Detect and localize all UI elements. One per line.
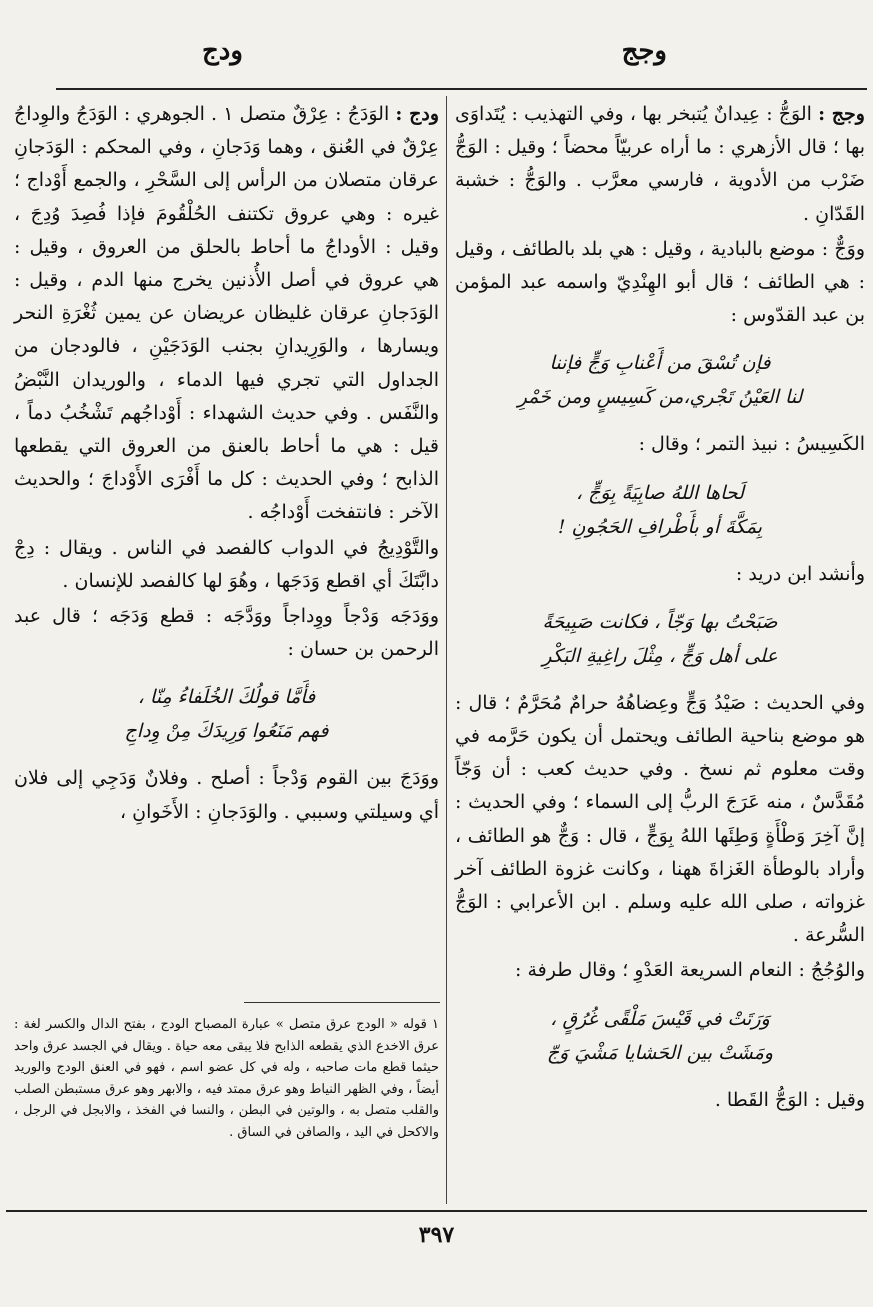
entry-wdj-text-1: الوَدَجُ : عِرْقٌ متصل ١ . الجوهري : الوَدَجُ والوِداجُ عِرْقٌ في العُنق ، وهما وَدَجانِ ، وفي المحكم : الوَدَجانِ عرقان متصلان من الرأس إلى السَّحْرِ ، والجمع أَوْداج ؛ غيره : وهي عروق تكتنف الحُلْقُومَ فإذا فُصِدَ وُدِجَ ، وقيل : الأوداجُ ما أحاط بالحلق من العروق ، وقيل : هي عروق في أصل الأُذنين يخرج منها الدم ، وقيل : الوَدَجانِ عرقان غليظان عريضان عن يمين ثُغْرَةِ النحر ويسارها ، والوَرِيدانِ بجنب الوَدَجَيْنِ ، فالودجان من الجداول التي تجري فيها الدماء ، والوريدان النَّبْضُ والنَّفَس . وفي حديث الشهداء : أَوْداجُهم تَشْخُبُ دماً ، قيل : هي ما أحاط بالعنق من العروق التي يقطعها الذابح ؛ وفي الحديث : كل ما أَفْرَى الأَوْداجَ ؛ والحديث الآخر : فانتفخت أَوْداجُه . xyxy=(14,103,439,524)
verse-2 xyxy=(455,476,865,544)
entry-wdj-paragraph-1 xyxy=(14,98,439,530)
verse-4 xyxy=(455,1002,865,1070)
verse-line: فإن تُسْقَ من أَعْنابِ وَجٍّ فإننا xyxy=(549,352,771,375)
entry-wdj-headword: ودج : xyxy=(395,103,439,125)
verse-line: بِمَكَّةَ أو بأَطْرافِ الحَجُونِ ! xyxy=(557,515,763,538)
entry-wjj-headword: وجج : xyxy=(818,103,865,125)
bottom-rule xyxy=(6,1210,867,1212)
verse-5 xyxy=(14,680,439,748)
verse-3 xyxy=(455,605,865,673)
running-header-right: وجج xyxy=(621,36,667,66)
entry-wdj-paragraph-2: والتَّوْدِيجُ في الدواب كالفصد في الناس . ويقال : دِجْ دابَّتَكَ أي اقطع وَدَجَها ، وهُوَ لها كالفصد للإنسان . xyxy=(14,536,439,592)
verse-1 xyxy=(455,346,865,414)
verse-line: وَرَتَتْ في قَيْسَ مَلْقًى غُرُقٍ ، xyxy=(550,1007,770,1030)
verse-line: على أهل وَجٍّ ، مِثْلَ راغِيةِ البَكْرِ xyxy=(542,644,778,667)
entry-wjj-paragraph-7: وقيل : الوَجُّ القَطا . xyxy=(714,1088,865,1111)
verse-line: صَبَحْتُ بها وَجّاً ، فكانت صَبِيحَةً xyxy=(542,610,778,633)
entry-wjj-paragraph-3: الكَسِيسُ : نبيذ التمر ؛ وقال : xyxy=(638,433,865,456)
running-header-left: ودج xyxy=(202,36,243,66)
footnote-rule xyxy=(244,1002,440,1003)
left-column xyxy=(14,98,439,831)
top-rule xyxy=(56,88,867,90)
footnote-text: ١ قوله « الودج عرق متصل » عبارة المصباح الودج ، بفتح الدال والكسر لغة : عرق الاخدع الذي يقطعه الذابح فلا يبقى معه حياة . ويقال في الجسد عرق واحد حيثما قطع مات صاحبه ، وله في كل عضو اسم ، فهو في العنق الودج والوريد أيضاً ، وفي الظهر النياط وهو عرق ممتد فيه ، والابهر وهو عرق مستبطن الصلب والقلب متصل به ، والوتين في البطن ، والنسا في الفخذ ، والابجل في الرجل ، والاكحل في اليد ، والصافن في الساق . xyxy=(14,1017,439,1140)
footnote xyxy=(14,1014,439,1144)
entry-wjj-paragraph-1 xyxy=(455,98,865,231)
entry-wdj-paragraph-3: ووَدَجَه وَدْجاً ووِداجاً ووَدَّجَه : قطع وَدَجَه ؛ قال عبد الرحمن بن حسان : xyxy=(14,605,439,661)
column-divider xyxy=(446,96,447,1204)
entry-wjj-paragraph-2: ووَجٌّ : موضع بالبادية ، وقيل : هي بلد بالطائف ، وقيل : هي الطائف ؛ قال أبو الهِنْدِيّ واسمه عبد المؤمن بن عبد القدّوس : xyxy=(455,237,865,327)
verse-line: ومَشَتْ بين الحَشايا مَشْيَ وَجّ xyxy=(546,1041,774,1064)
entry-wjj-paragraph-6: والوُجُجُ : النعام السريعة العَدْوِ ؛ وقال طرفة : xyxy=(515,959,865,982)
verse-line: لَحاها اللهُ صابِيَةً بِوَجٍّ ، xyxy=(576,481,744,504)
entry-wjj-paragraph-4: وأنشد ابن دريد : xyxy=(735,562,865,585)
verse-line: فأَمَّا قولُكَ الخُلَفاءُ مِنّا ، xyxy=(137,686,316,709)
right-column xyxy=(455,98,865,1119)
page-number: ٣٩٧ xyxy=(418,1222,455,1248)
entry-wdj-paragraph-4: ووَدَجَ بين القوم وَدْجاً : أصلح . وفلانٌ وَدَجِي إلى فلان أي وسيلتي وسببي . والوَدَجانِ : الأَخَوانِ ، xyxy=(14,767,439,823)
verse-line: لنا العَيْنُ تَجْري،من كَسِيسٍ ومن خَمْرِ xyxy=(517,386,803,409)
entry-wjj-paragraph-5: وفي الحديث : صَيْدُ وَجٍّ وعِضاهُهُ حرامٌ مُحَرَّمٌ ؛ قال : هو موضع بناحية الطائف ويحتمل أن يكون حَرَّمه في وقت معلوم ثم نسخ . وفي حديث كعب : أن وَجّاً مُقَدَّسٌ ، منه عَرَجَ الربُّ إلى السماء ؛ وفي الحديث : إنَّ آخِرَ وَطْأَةٍ وَطِئَها اللهُ بِوَجٍّ ، قال : وَجٌّ هو الطائف ، وأراد بالوطأة الغَزاةَ ههنا ، وكانت غزوة الطائف آخر غزواته ، صلى الله عليه وسلم . ابن الأعرابي : الوَجُّ السُّرعة . xyxy=(455,691,865,947)
entry-wjj-text-1: الوَجُّ : عِيدانٌ يُتبخر بها ، وفي التهذيب : يُتَداوَى بها ؛ قال الأزهري : ما أراه عربيّاً محضاً ؛ وقيل : الوَجُّ ضَرْب من الأدوية ، فارسي معرَّب . والوَجُّ : خشبة القَدّانِ . xyxy=(455,103,865,225)
verse-line: فهم مَنَعُوا وَرِيدَكَ مِنْ وِداجِ xyxy=(124,720,329,743)
